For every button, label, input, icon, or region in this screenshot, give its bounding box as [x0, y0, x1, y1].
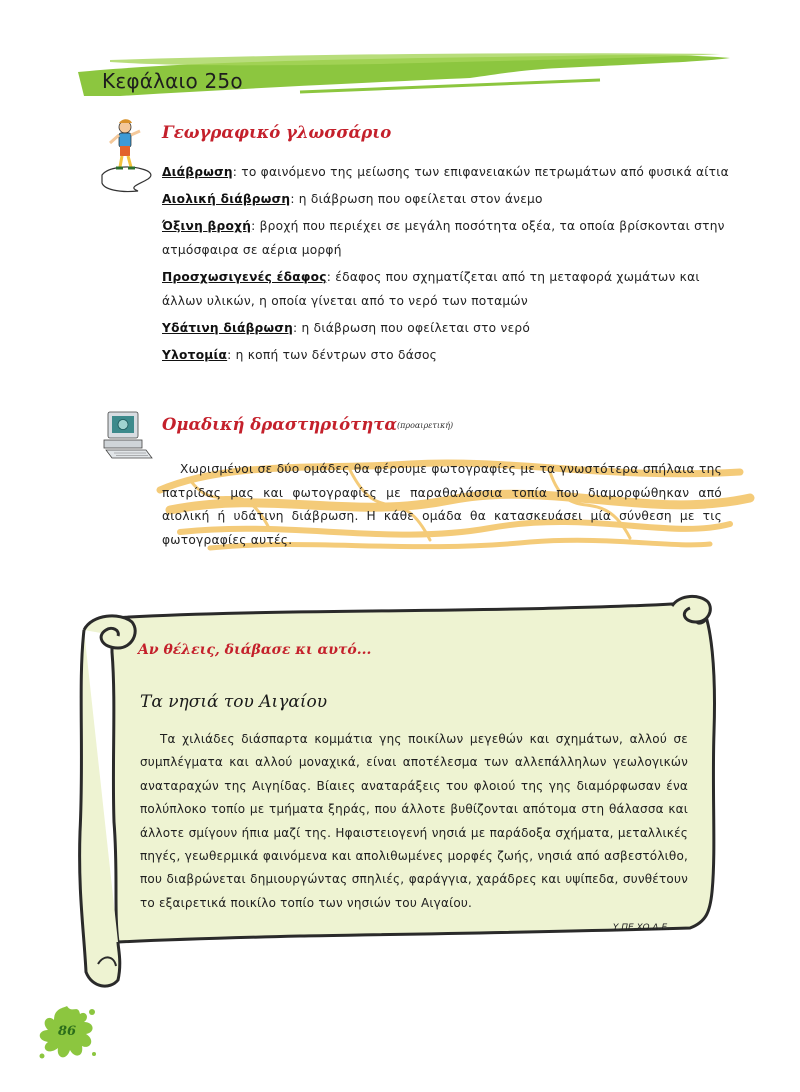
reading-heading: Αν θέλεις, διάβασε κι αυτό...	[138, 642, 372, 658]
chapter-title: Κεφάλαιο 25ο	[102, 69, 243, 93]
glossary-definition: βροχή που περιέχει σε μεγάλη ποσότητα οξέα, τα οποία βρίσκονται στην ατμόσφαιρα σε αέρια μορφή	[162, 219, 725, 257]
glossary-definition: η διάβρωση που οφείλεται στο νερό	[301, 321, 531, 335]
glossary-term: Υλοτομία	[162, 348, 228, 362]
computer-icon	[102, 410, 154, 460]
glossary-term: Υδάτινη διάβρωση	[162, 321, 294, 335]
glossary-definition: η κοπή των δέντρων στο δάσος	[235, 348, 438, 362]
glossary-term: Όξινη βροχή	[162, 219, 252, 233]
reading-source: Υ.ΠΕ.ΧΩ.Δ.Ε.	[612, 923, 670, 933]
glossary-entry: Προσχωσιγενές έδαφος: έδαφος που σχηματίζεται από τη μεταφορά χωμάτων και άλλων υλικών, η οποία γίνεται από το νερό των ποταμών	[162, 270, 700, 308]
glossary-entry: Υλοτομία: η κοπή των δέντρων στο δάσος	[162, 348, 438, 362]
glossary-entry: Υδάτινη διάβρωση: η διάβρωση που οφείλεται στο νερό	[162, 321, 531, 335]
page-number: 86	[58, 1024, 77, 1039]
glossary-definition: η διάβρωση που οφείλεται στον άνεμο	[298, 192, 543, 206]
glossary-term: Διάβρωση	[162, 165, 233, 179]
glossary-term: Προσχωσιγενές έδαφος	[162, 270, 327, 284]
glossary-term: Αιολική διάβρωση	[162, 192, 291, 206]
glossary-entry: Αιολική διάβρωση: η διάβρωση που οφείλεται στον άνεμο	[162, 192, 543, 206]
glossary-entry: Διάβρωση: το φαινόμενο της μείωσης των επιφανειακών πετρωμάτων από φυσικά αίτια	[162, 165, 729, 179]
glossary-heading: Γεωγραφικό γλωσσάριο	[162, 123, 392, 142]
kid-on-scroll-icon	[98, 115, 158, 195]
glossary-definition: έδαφος που σχηματίζεται από τη μεταφορά χωμάτων και άλλων υλικών, η οποία γίνεται από το νερό των ποταμών	[162, 270, 700, 308]
glossary-entry: Όξινη βροχή: βροχή που περιέχει σε μεγάλη ποσότητα οξέα, τα οποία βρίσκονται στην ατμόσφαιρα σε αέρια μορφή	[162, 219, 725, 257]
glossary-definition: το φαινόμενο της μείωσης των επιφανειακών πετρωμάτων από φυσικά αίτια	[241, 165, 729, 179]
reading-title: Τα νησιά του Αιγαίου	[140, 692, 328, 712]
activity-text: Χωρισμένοι σε δύο ομάδες θα φέρουμε φωτογραφίες με τα γνωστότερα σπήλαια της πατρίδας μας και φωτογραφίες με παραθαλάσσια τοπία που διαμορφώθηκαν από αιολική ή υδάτινη διάβρωση. Η κάθε ομάδα θα κατασκευάσει μία σύνθεση με τις φωτογραφίες αυτές.	[162, 462, 722, 547]
activity-optional-note: (προαιρετική)	[397, 421, 454, 430]
reading-text: Τα χιλιάδες διάσπαρτα κομμάτια γης ποικίλων μεγεθών και σχημάτων, αλλού σε συμπλέγματα και αλλού μοναχικά, είναι αποτέλεσμα των αλλεπάλληλων γεωλογικών αναταραχών της Αιγηίδας. Βίαιες αναταράξεις του φλοιού της γης διαμόρφωσαν ένα πολύπλοκο τοπίο με τμήματα ξηράς, που άλλοτε βυθίζονται απότομα στη θάλασσα και άλλοτε σμίγουν ήπια μαζί της. Ηφαιστειογενή νησιά με παράδοξα σχήματα, μεταλλικές πηγές, γεωθερμικά φαινόμενα και απολιθωμένες μορφές ζωής, νησιά από ασβεστόλιθο, που διαβρώνεται δημιουργώντας σπηλιές, φαράγγια, χαράδρες και υψίπεδα, συνθέτουν το εξαιρετικά ποικίλο τοπίο των νησιών του Αιγαίου.	[140, 732, 688, 910]
glossary-list	[162, 160, 742, 370]
activity-heading: Ομαδική δραστηριότητα	[162, 415, 398, 434]
